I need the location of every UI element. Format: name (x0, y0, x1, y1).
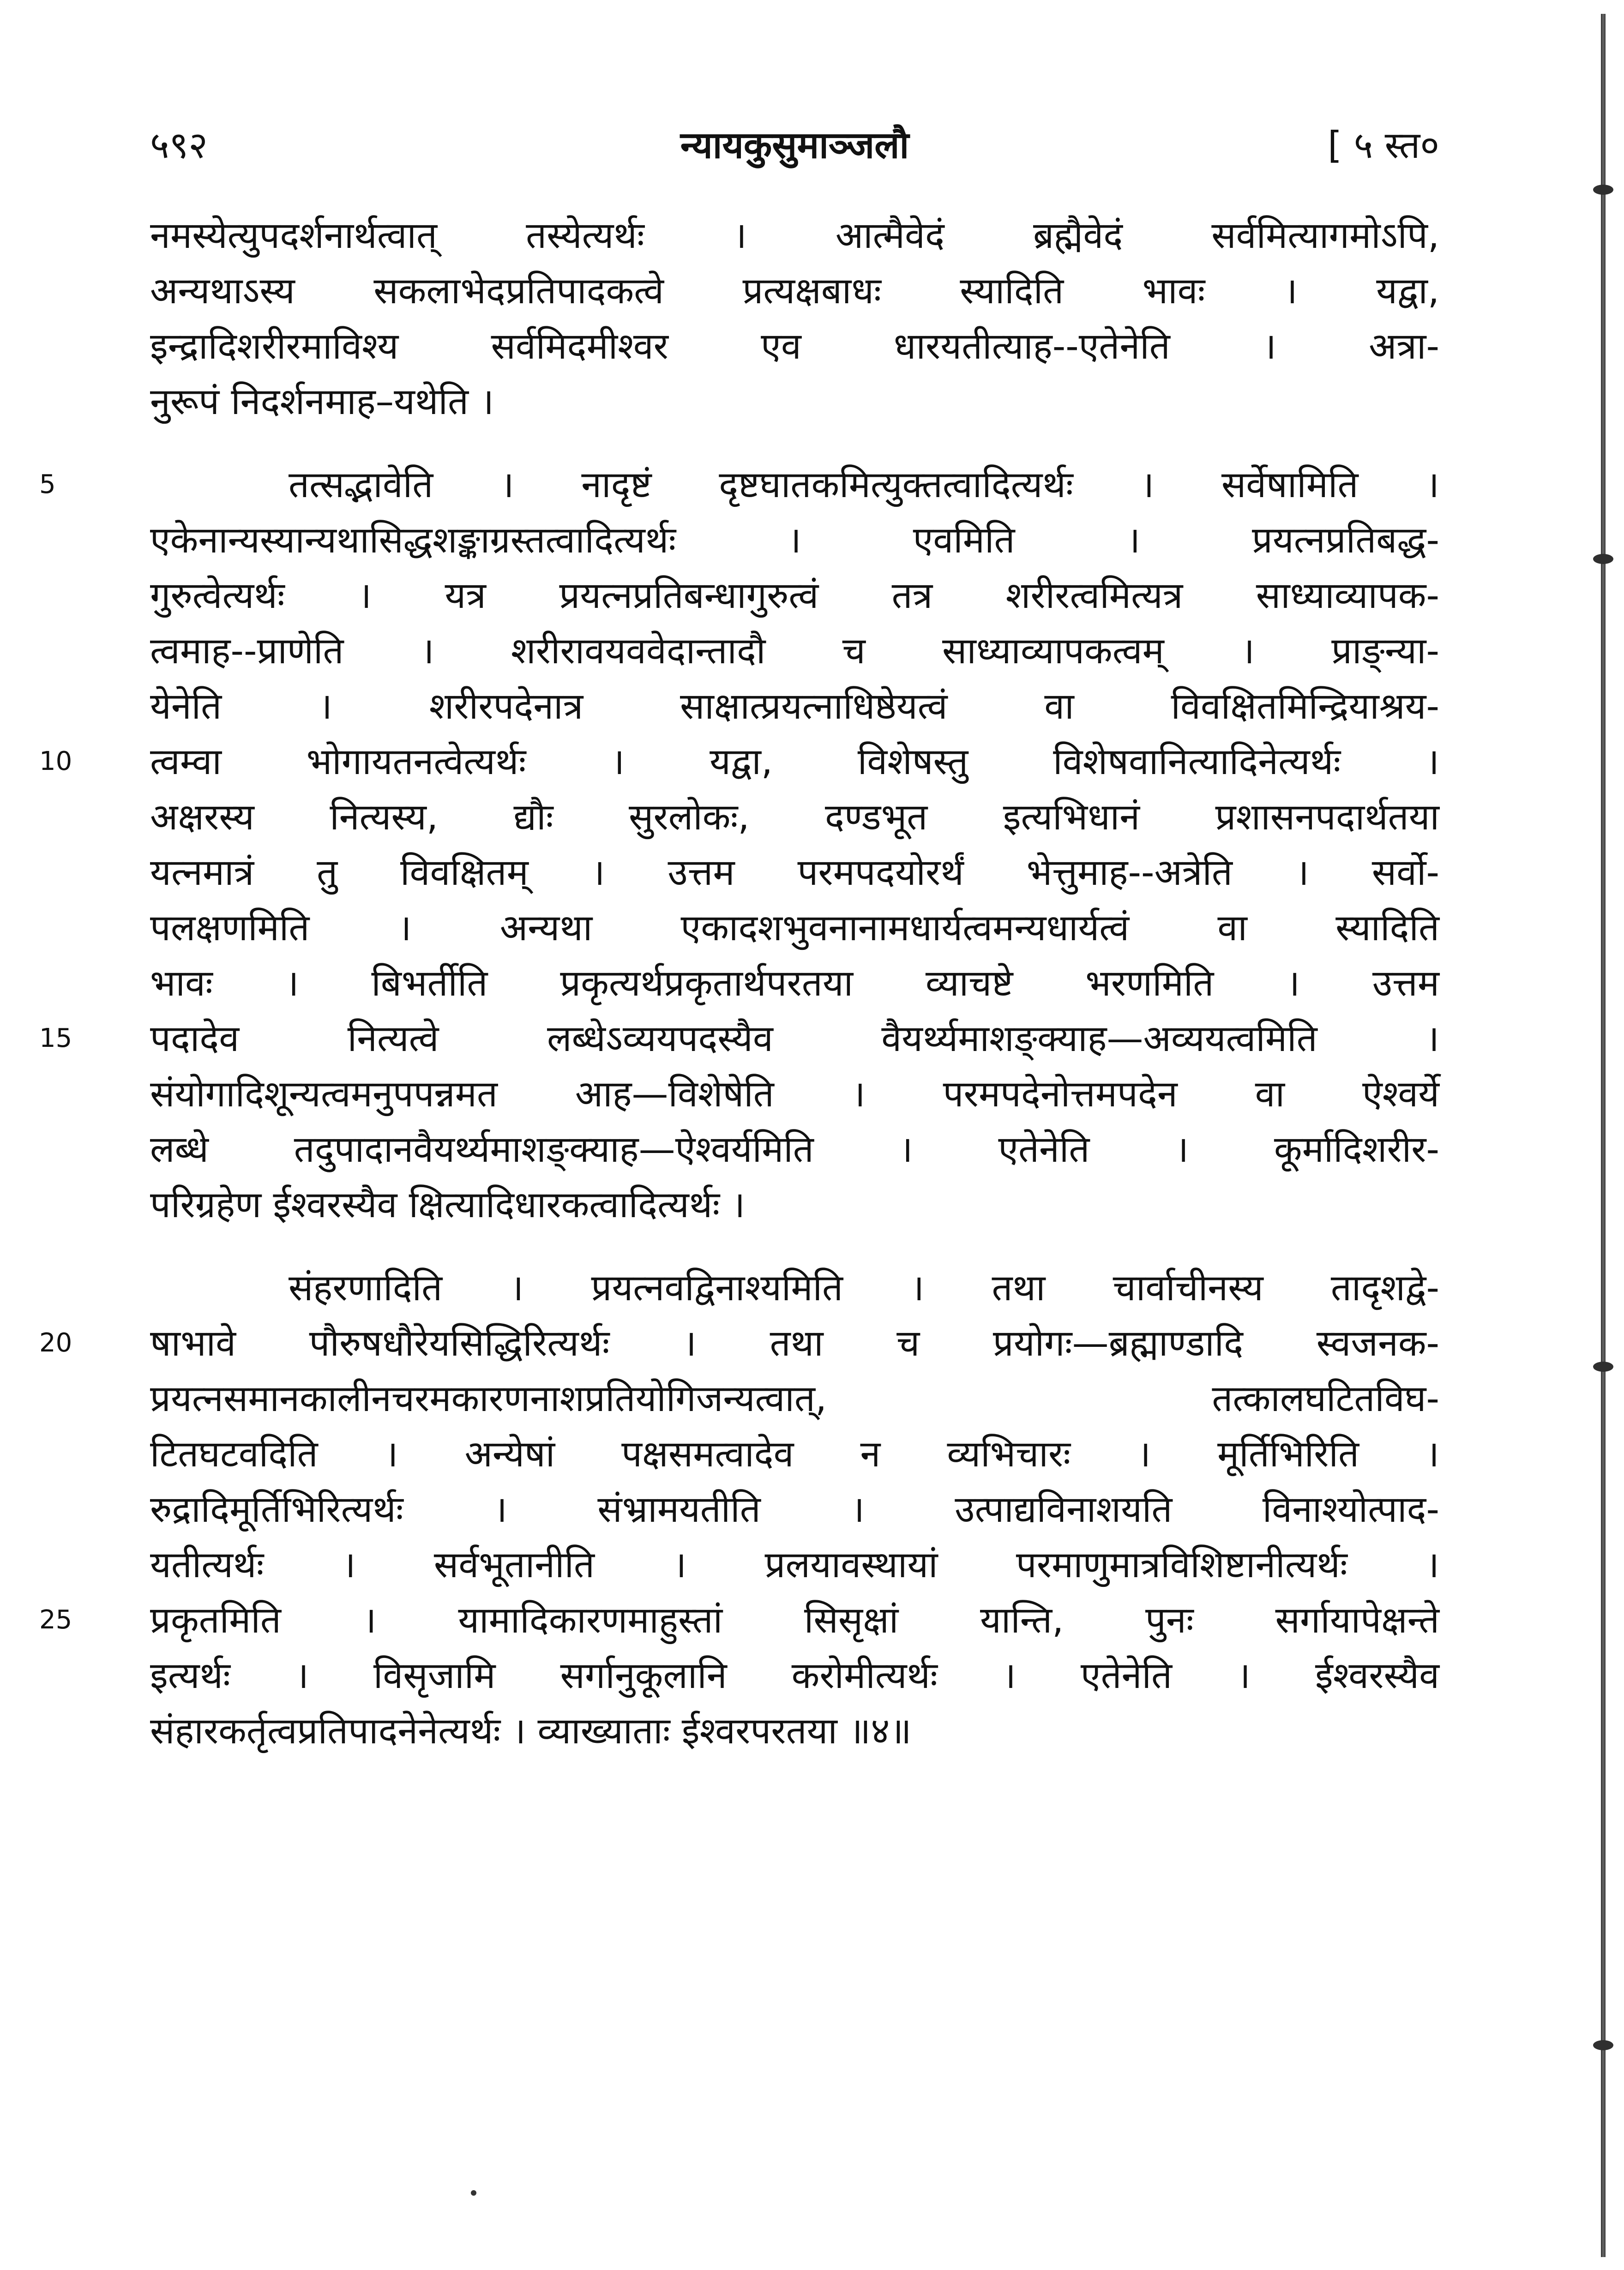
text-line (39, 1592, 1439, 1648)
line-text: येनेति । शरीरपदेनात्र साक्षात्प्रयत्नाधिष्ठेयत्वं वा विवक्षितमिन्द्रियाश्रय- (150, 685, 1439, 727)
line-text: यतीत्यर्थः । सर्वभूतानीति । प्रलयावस्थायां परमाणुमात्रविशिष्टानीत्यर्थः । (150, 1543, 1439, 1586)
text-line (150, 568, 1439, 623)
text-line (150, 374, 1439, 429)
page-header (150, 115, 1439, 175)
line-text: तत्सद्भावेति । नादृष्टं दृष्टघातकमित्युक्तत्वादित्यर्थः । सर्वेषामिति । (289, 463, 1439, 506)
running-title: न्यायकुसुमाञ्जलौ (680, 124, 909, 167)
text-line (150, 263, 1439, 318)
paragraph (39, 1260, 1439, 1759)
line-text: संहारकर्तृत्वप्रतिपादनेनेत्यर्थः । व्याख्याताः ईश्वरपरतया ॥४॥ (150, 1710, 912, 1752)
line-text: रुद्रादिमूर्तिभिरित्यर्थः । संभ्रामयतीति । उत्पाद्यविनाशयति विनाश्योत्पाद- (150, 1488, 1439, 1531)
line-text: एकेनान्यस्यान्यथासिद्धशङ्काग्रस्तत्वादित्यर्थः । एवमिति । प्रयत्नप्रतिबद्ध- (150, 519, 1439, 561)
text-line (150, 1260, 1439, 1315)
text-line (150, 208, 1439, 263)
text-line (150, 1703, 1439, 1759)
paragraph (39, 457, 1439, 1232)
text-line (150, 1122, 1439, 1177)
text-line (150, 1482, 1439, 1537)
paragraph (150, 208, 1439, 429)
line-text: संहरणादिति । प्रयत्नवद्विनाश्यमिति । तथा चार्वाचीनस्य तादृशद्वे- (289, 1267, 1439, 1309)
text-line (39, 734, 1439, 789)
text-line (39, 1011, 1439, 1066)
line-number: 10 (39, 746, 72, 776)
text-line (150, 512, 1439, 568)
commentary-text (39, 208, 1439, 1759)
binding-stitch (1593, 2040, 1613, 2050)
print-speck (471, 2190, 476, 2196)
line-text: अन्यथाऽस्य सकलाभेदप्रतिपादकत्वे प्रत्यक्षबाधः स्यादिति भावः । यद्वा, (150, 270, 1439, 312)
line-text: षाभावे पौरुषधौरेयसिद्धिरित्यर्थः । तथा च प्रयोगः—ब्रह्माण्डादि स्वजनक- (150, 1322, 1439, 1364)
text-line (150, 318, 1439, 374)
line-text: इत्यर्थः । विसृजामि सर्गानुकूलानि करोमीत्यर्थः । एतेनेति । ईश्वरस्यैव (150, 1654, 1439, 1697)
line-number: 25 (39, 1605, 72, 1635)
text-line (150, 1371, 1439, 1426)
text-line (150, 955, 1439, 1011)
line-text: प्रयत्नसमानकालीनचरमकारणनाशप्रतियोगिजन्यत्वात्, तत्कालघटितविघ- (150, 1377, 1439, 1420)
section-reference: [ ५ स्त० (1328, 124, 1439, 167)
binding-stitch (1593, 1362, 1613, 1372)
line-text: त्वमाह--प्राणेति । शरीरावयववेदान्तादौ च साध्याव्यापकत्वम् । प्राङ्न्या- (150, 630, 1439, 672)
text-line (150, 1066, 1439, 1122)
line-text: गुरुत्वेत्यर्थः । यत्र प्रयत्नप्रतिबन्धागुरुत्वं तत्र शरीरत्वमित्यत्र साध्याव्यापक- (150, 574, 1439, 617)
line-number: 5 (39, 469, 56, 499)
text-line (150, 789, 1439, 845)
text-line (150, 845, 1439, 900)
line-text: टितघटवदिति । अन्येषां पक्षसमत्वादेव न व्यभिचारः । मूर्तिभिरिति । (150, 1433, 1439, 1475)
line-text: प्रकृतमिति । यामादिकारणमाहुस्तां सिसृक्षां यान्ति, पुनः सर्गायापेक्षन्ते (150, 1599, 1439, 1641)
line-number: 20 (39, 1328, 72, 1358)
text-line (150, 1426, 1439, 1482)
line-text: लब्धे तदुपादानवैयर्थ्यमाशङ्क्याह—ऐश्वर्यमिति । एतेनेति । कूर्मादिशरीर- (150, 1128, 1439, 1171)
text-line (39, 1315, 1439, 1371)
text-line (150, 1537, 1439, 1592)
binding-stitch (1593, 554, 1613, 564)
line-text: भावः । बिभर्तीति प्रकृत्यर्थप्रकृतार्थपरतया व्याचष्टे भरणमिति । उत्तम (150, 962, 1439, 1004)
line-text: नमस्येत्युपदर्शनार्थत्वात् तस्येत्यर्थः । आत्मैवेदं ब्रह्मैवेदं सर्वमित्यागमोऽपि, (150, 214, 1439, 257)
text-line (150, 900, 1439, 955)
binding-stitch (1593, 185, 1613, 195)
line-text: पलक्षणमिति । अन्यथा एकादशभुवनानामधार्यत्वमन्यधार्यत्वं वा स्यादिति (150, 907, 1439, 949)
line-text: परिग्रहेण ईश्वरस्यैव क्षित्यादिधारकत्वादित्यर्थः । (150, 1183, 746, 1226)
line-text: अक्षरस्य नित्यस्य, द्यौः सुरलोकः, दण्डभूत इत्यभिधानं प्रशासनपदार्थतया (150, 796, 1439, 838)
text-line (150, 1648, 1439, 1703)
text-line (150, 679, 1439, 734)
line-text: त्वम्वा भोगायतनत्वेत्यर्थः । यद्वा, विशेषस्तु विशेषवानित्यादिनेत्यर्थः । (150, 740, 1439, 783)
line-text: नुरूपं निदर्शनमाह–यथेति । (150, 380, 494, 423)
line-text: इन्द्रादिशरीरमाविश्य सर्वमिदमीश्वर एव धारयतीत्याह--एतेनेति । अत्रा- (150, 325, 1439, 367)
line-text: संयोगादिशून्यत्वमनुपपन्नमत आह—विशेषेति । परमपदेनोत्तमपदेन वा ऐश्वर्ये (150, 1073, 1439, 1115)
line-number: 15 (39, 1023, 72, 1053)
page-number: ५९२ (150, 124, 208, 167)
line-text: यत्नमात्रं तु विवक्षितम् । उत्तम परमपदयोरर्थं भेत्तुमाह--अत्रेति । सर्वो- (150, 851, 1439, 894)
text-line (150, 1177, 1439, 1232)
text-line (150, 623, 1439, 679)
line-text: पदादेव नित्यत्वे लब्धेऽव्ययपदस्यैव वैयर्थ्यमाशङ्क्याह—अव्ययत्वमिति । (150, 1017, 1439, 1060)
text-line (39, 457, 1439, 512)
page-binding-edge (1601, 14, 1606, 2257)
